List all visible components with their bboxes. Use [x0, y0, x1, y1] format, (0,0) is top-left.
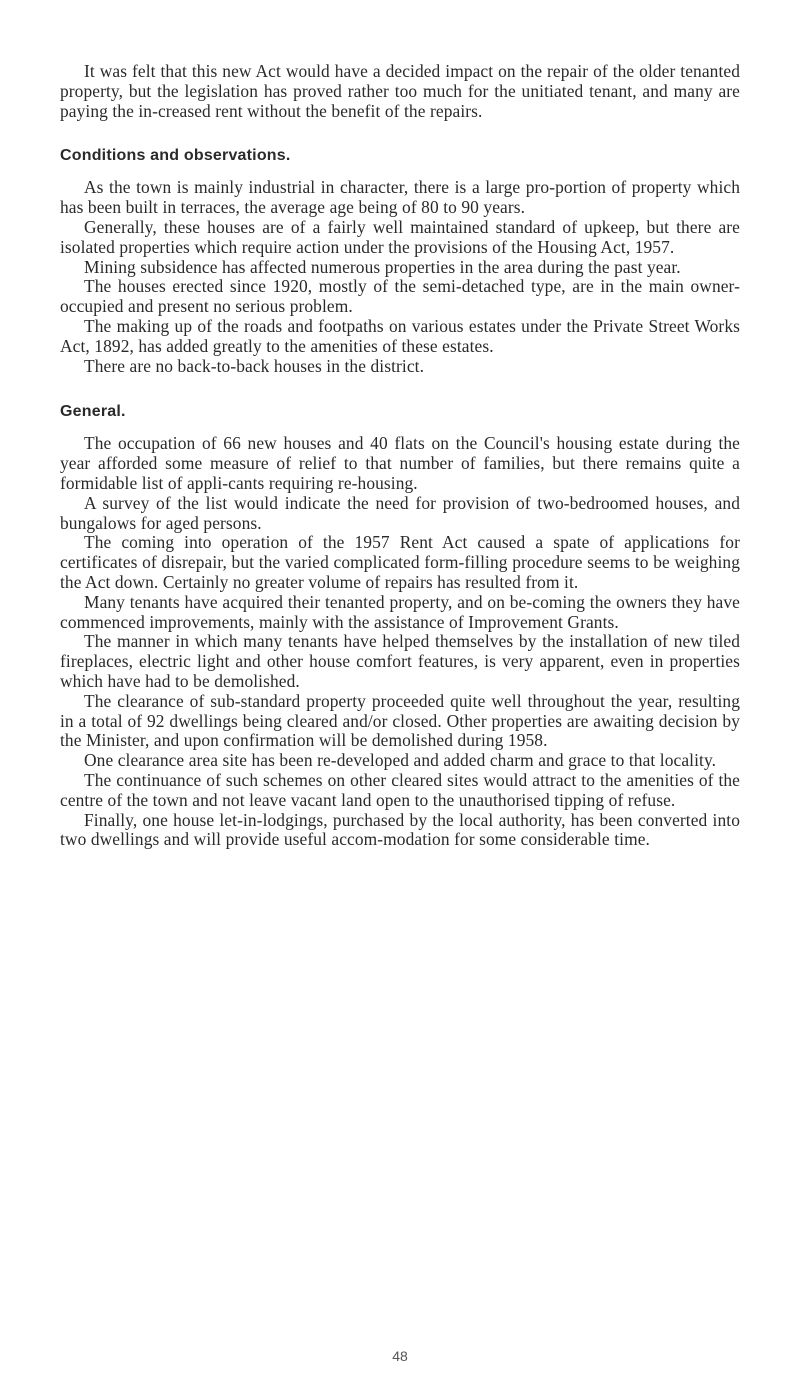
- section-heading-general: General.: [60, 403, 126, 421]
- conditions-section: [60, 147, 740, 376]
- paragraph: The occupation of 66 new houses and 40 flats on the Council's housing estate during the year afforded some measure of relief to that number of families, but there remains quite a formidable list of appli-cants requiring re-housing.: [60, 433, 740, 493]
- page-number: 48: [392, 1348, 408, 1364]
- paragraph: The manner in which many tenants have helped themselves by the installation of new tiled fireplaces, electric light and other house comfort features, is very apparent, even in properties which have had to be demolished.: [60, 631, 740, 691]
- paragraph: Finally, one house let-in-lodgings, purchased by the local authority, has been converted into two dwellings and will provide useful accom-modation for some considerable time.: [60, 809, 740, 850]
- paragraph: The coming into operation of the 1957 Rent Act caused a spate of applications for certificates of disrepair, but the varied complicated form-filling procedure seems to be weighing the Act down. Certainly no greater volume of repairs has resulted from it.: [60, 532, 740, 592]
- paragraph: The houses erected since 1920, mostly of the semi-detached type, are in the main owner-occupied and present no serious problem.: [60, 276, 740, 317]
- paragraph: Generally, these houses are of a fairly well maintained standard of upkeep, but there are isolated properties which require action under the provisions of the Housing Act, 1957.: [60, 216, 740, 257]
- paragraph: The continuance of such schemes on other cleared sites would attract to the amenities of the centre of the town and not leave vacant land open to the unauthorised tipping of refuse.: [60, 769, 740, 810]
- paragraph: A survey of the list would indicate the need for provision of two-bedroomed houses, and bungalows for aged persons.: [60, 492, 740, 533]
- section-heading-conditions: Conditions and observations.: [60, 147, 291, 165]
- paragraph: The clearance of sub-standard property proceeded quite well throughout the year, resulting in a total of 92 dwellings being cleared and/or closed. Other properties are awaiting decision by the Minister, and upon confirmation will be demolished during 1958.: [60, 690, 740, 751]
- intro-paragraph: It was felt that this new Act would have a decided impact on the repair of the older tenanted property, but the legislation has proved rather too much for the unitiated tenant, and many are paying the in-creased rent without the benefit of the repairs.: [60, 61, 740, 121]
- paragraph: Many tenants have acquired their tenanted property, and on be-coming the owners they have commenced improvements, mainly with the assistance of Improvement Grants.: [60, 591, 740, 632]
- general-section: [60, 403, 740, 850]
- paragraph: As the town is mainly industrial in character, there is a large pro-portion of property which has been built in terraces, the average age being of 80 to 90 years.: [60, 177, 740, 218]
- paragraph: One clearance area site has been re-developed and added charm and grace to that locality.: [84, 750, 717, 771]
- paragraph: The making up of the roads and footpaths on various estates under the Private Street Works Act, 1892, has added greatly to the amenities of these estates.: [60, 315, 740, 356]
- intro-section: [60, 62, 740, 121]
- paragraph: Mining subsidence has affected numerous properties in the area during the past year.: [84, 256, 681, 277]
- paragraph: There are no back-to-back houses in the district.: [84, 355, 425, 376]
- document-page: [60, 62, 740, 850]
